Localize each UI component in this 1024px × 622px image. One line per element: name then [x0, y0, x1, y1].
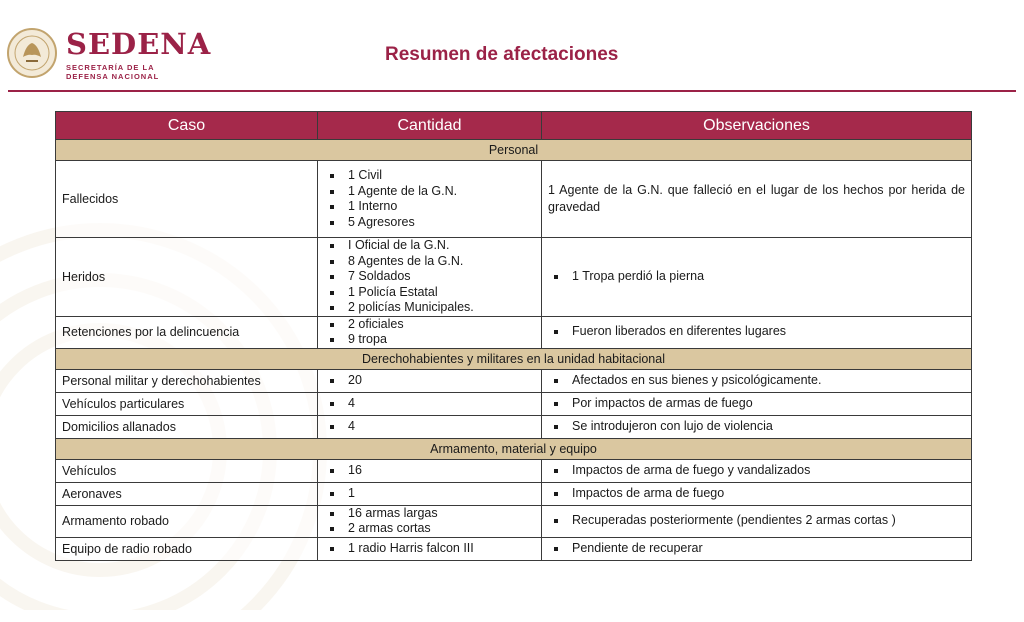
cantidad-cell — [318, 369, 542, 392]
observaciones-cell — [542, 482, 972, 505]
observaciones-cell — [542, 238, 972, 317]
cantidad-list — [324, 317, 535, 348]
observacion-item: Recuperadas posteriormente (pendientes 2 armas cortas ) — [548, 513, 965, 529]
caso-cell: Fallecidos — [56, 161, 318, 238]
observacion-item: Fueron liberados en diferentes lugares — [548, 324, 965, 340]
table-row — [56, 316, 972, 348]
cantidad-list — [324, 463, 535, 479]
cantidad-cell — [318, 459, 542, 482]
cantidad-item: I Oficial de la G.N. — [324, 238, 535, 254]
table-row — [56, 369, 972, 392]
cantidad-list — [324, 238, 535, 316]
observaciones-list — [548, 269, 965, 285]
page-header — [0, 0, 1024, 92]
cantidad-item: 9 tropa — [324, 332, 535, 348]
cantidad-item: 4 — [324, 419, 535, 435]
caso-cell: Retenciones por la delincuencia — [56, 316, 318, 348]
cantidad-item: 1 Policía Estatal — [324, 285, 535, 301]
observaciones-cell — [542, 459, 972, 482]
observaciones-list — [548, 463, 965, 479]
cantidad-cell — [318, 316, 542, 348]
observaciones-cell — [542, 392, 972, 415]
cantidad-item: 1 Civil — [324, 168, 535, 184]
column-header: Caso — [56, 112, 318, 140]
observacion-item: Pendiente de recuperar — [548, 541, 965, 557]
observacion-item: Por impactos de armas de fuego — [548, 396, 965, 412]
cantidad-cell — [318, 238, 542, 317]
observaciones-cell — [542, 316, 972, 348]
observaciones-list — [548, 419, 965, 435]
observaciones-cell — [542, 415, 972, 438]
caso-cell: Equipo de radio robado — [56, 537, 318, 560]
observaciones-cell — [542, 537, 972, 560]
observacion-item: 1 Tropa perdió la pierna — [548, 269, 965, 285]
cantidad-cell — [318, 415, 542, 438]
page-title: Resumen de afectaciones — [385, 44, 619, 65]
cantidad-item: 16 armas largas — [324, 506, 535, 522]
observaciones-list — [548, 486, 965, 502]
cantidad-list — [324, 486, 535, 502]
cantidad-item: 5 Agresores — [324, 215, 535, 231]
brand-name: SEDENA — [66, 27, 212, 61]
section-title: Personal — [56, 140, 972, 161]
cantidad-cell — [318, 392, 542, 415]
cantidad-list — [324, 396, 535, 412]
table-row — [56, 537, 972, 560]
table-row — [56, 392, 972, 415]
cantidad-item: 16 — [324, 463, 535, 479]
observacion-text: 1 Agente de la G.N. que falleció en el lugar de los hechos por herida de gravedad — [548, 183, 965, 214]
observaciones-list — [548, 373, 965, 389]
observaciones-list — [548, 541, 965, 557]
table-row — [56, 161, 972, 238]
cantidad-list — [324, 419, 535, 435]
observacion-item: Impactos de arma de fuego y vandalizados — [548, 463, 965, 479]
caso-cell: Vehículos — [56, 459, 318, 482]
header-divider — [8, 90, 1016, 92]
brand-subtitle: SECRETARÍA DE LA DEFENSA NACIONAL — [66, 63, 160, 81]
cantidad-cell — [318, 482, 542, 505]
cantidad-item: 7 Soldados — [324, 269, 535, 285]
table-row — [56, 505, 972, 537]
observacion-item: Impactos de arma de fuego — [548, 486, 965, 502]
section-row — [56, 348, 972, 369]
caso-cell: Personal militar y derechohabientes — [56, 369, 318, 392]
cantidad-item: 20 — [324, 373, 535, 389]
caso-cell: Aeronaves — [56, 482, 318, 505]
cantidad-item: 2 armas cortas — [324, 521, 535, 537]
section-title: Armamento, material y equipo — [56, 438, 972, 459]
section-row — [56, 438, 972, 459]
caso-cell: Domicilios allanados — [56, 415, 318, 438]
cantidad-item: 2 oficiales — [324, 317, 535, 333]
cantidad-item: 1 Agente de la G.N. — [324, 184, 535, 200]
observaciones-list — [548, 396, 965, 412]
column-header: Cantidad — [318, 112, 542, 140]
section-row — [56, 140, 972, 161]
cantidad-list — [324, 506, 535, 537]
caso-cell: Armamento robado — [56, 505, 318, 537]
cantidad-item: 8 Agentes de la G.N. — [324, 254, 535, 270]
observacion-item: Se introdujeron con lujo de violencia — [548, 419, 965, 435]
cantidad-item: 1 Interno — [324, 199, 535, 215]
observaciones-list — [548, 513, 965, 529]
cantidad-item: 1 — [324, 486, 535, 502]
observaciones-cell — [542, 505, 972, 537]
column-header: Observaciones — [542, 112, 972, 140]
cantidad-list — [324, 541, 535, 557]
table-row — [56, 238, 972, 317]
cantidad-item: 1 radio Harris falcon III — [324, 541, 535, 557]
table-row — [56, 459, 972, 482]
cantidad-cell — [318, 505, 542, 537]
cantidad-item: 4 — [324, 396, 535, 412]
observaciones-cell — [542, 161, 972, 238]
cantidad-cell — [318, 537, 542, 560]
section-title: Derechohabientes y militares en la unidad habitacional — [56, 348, 972, 369]
cantidad-list — [324, 373, 535, 389]
summary-table — [55, 111, 972, 561]
table-row — [56, 415, 972, 438]
observacion-item: Afectados en sus bienes y psicológicamente. — [548, 373, 965, 389]
cantidad-cell — [318, 161, 542, 238]
caso-cell: Heridos — [56, 238, 318, 317]
table-row — [56, 482, 972, 505]
caso-cell: Vehículos particulares — [56, 392, 318, 415]
cantidad-list — [324, 168, 535, 230]
cantidad-item: 2 policías Municipales. — [324, 300, 535, 316]
eagle-seal-icon — [6, 27, 58, 79]
observaciones-cell — [542, 369, 972, 392]
observaciones-list — [548, 324, 965, 340]
table-header-row — [56, 112, 972, 140]
